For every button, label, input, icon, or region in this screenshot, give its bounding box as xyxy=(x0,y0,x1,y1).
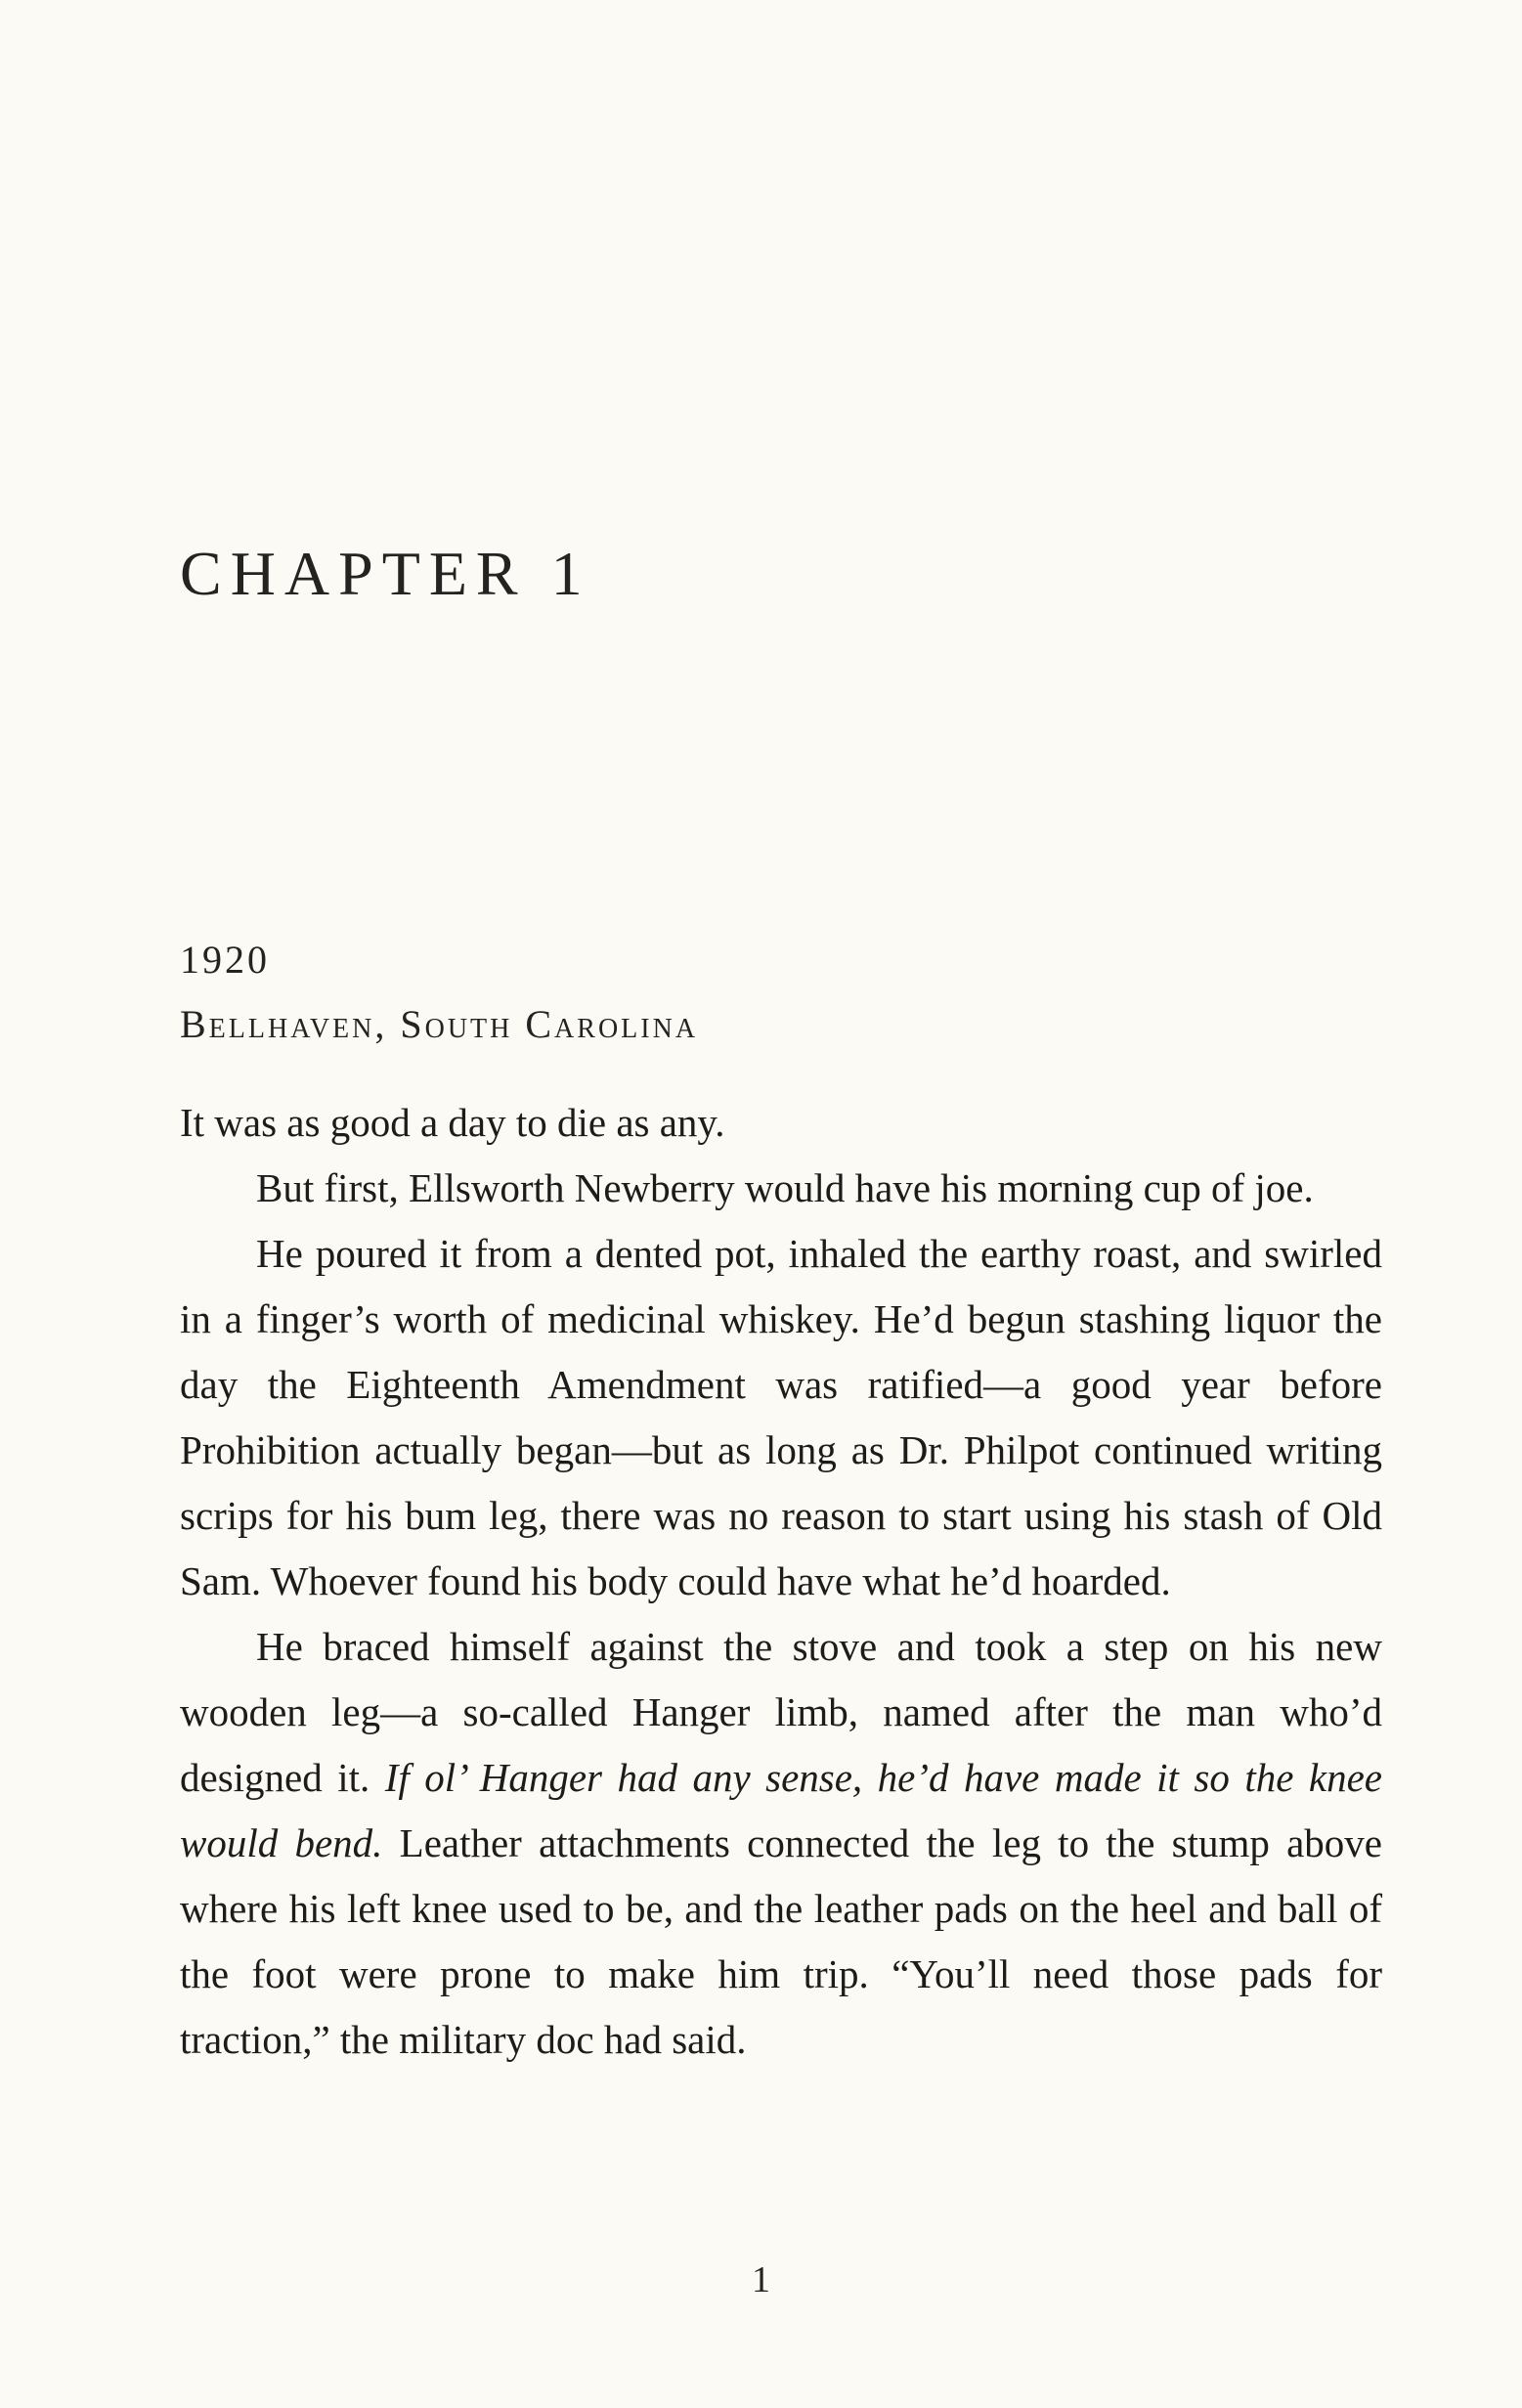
paragraph-1: It was as good a day to die as any. xyxy=(180,1100,725,1145)
paragraph-4-italic-thought: If ol’ Hanger had any sense, he’d have made it so the knee would bend. xyxy=(180,1755,1382,1865)
paragraph-2: But first, Ellsworth Newberry would have his morning cup of joe. xyxy=(256,1165,1314,1210)
chapter-heading: CHAPTER 1 xyxy=(180,539,591,608)
page-number: 1 xyxy=(752,2259,770,2300)
paragraph-3: He poured it from a dented pot, inhaled the earthy roast, and swirled in a finger’s worth of medicinal whiskey. He’d begun stashing liquor the day the Eighteenth Amendment was ratified—a good year before Prohibition actually began—but as long as Dr. Philpot continued writing scrips for his bum leg, there was no reason to start using his stash of Old Sam. Whoever found his body could have what he’d hoarded. xyxy=(180,1231,1382,1603)
paragraph-4 xyxy=(180,1614,1382,2073)
chapter-body xyxy=(180,1090,1382,2073)
setting-year: 1920 xyxy=(180,938,270,982)
paragraph-4-text-start: He braced himself against the stove and took a step on his new wooden leg—a so-called Hanger limb, named after the man who’d designed it. xyxy=(180,1624,1382,1800)
paragraph-4-text-end: Leather attachments connected the leg to the stump above where his left knee used to be, and the leather pads on the heel and ball of the foot were prone to make him trip. “You’ll need those pads for traction,” the military doc had said. xyxy=(180,1820,1382,2062)
setting-place: Bellhaven, South Carolina xyxy=(180,1002,699,1046)
